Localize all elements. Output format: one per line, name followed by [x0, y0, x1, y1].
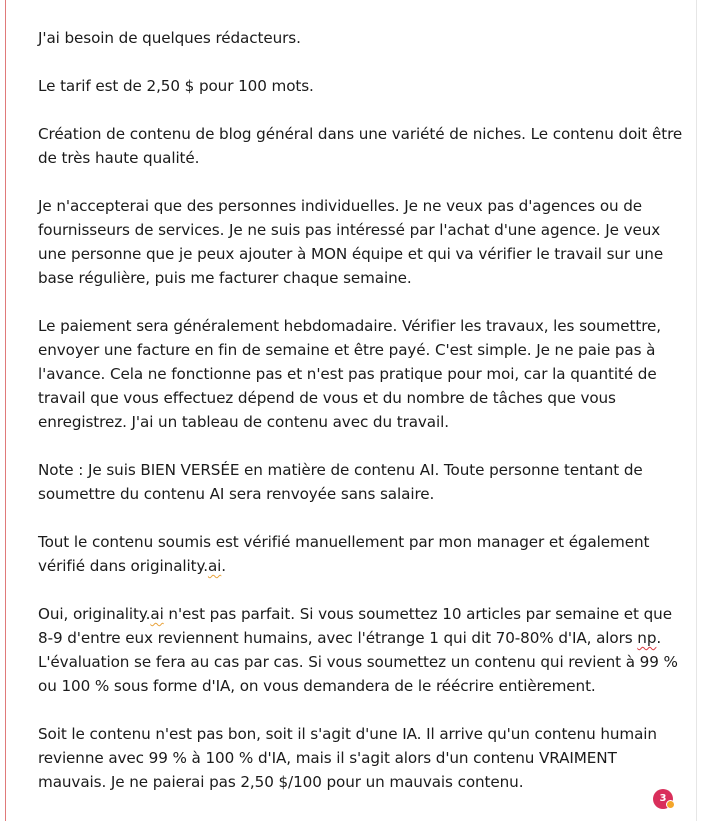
paragraph-8: [38, 602, 688, 698]
paragraph-2: Le tarif est de 2,50 $ pour 100 mots.: [38, 77, 314, 95]
spellcheck-word-np[interactable]: np: [637, 629, 657, 647]
paragraph-8-mid: n'est pas parfait. Si vous soumettez 10 articles par semaine et que 8-9 d'entre eux reviennent humains, avec l'étrange 1 qui dit 70-80% d'IA, alors: [38, 605, 672, 647]
paragraph-8-end: . L'évaluation se fera au cas par cas. Si vous soumettez un contenu qui revient à 99 % ou 100 % sous forme d'IA, on vous demandera de le réécrire entièrement.: [38, 629, 678, 695]
paragraph-4: Je n'accepterai que des personnes individuelles. Je ne veux pas d'agences ou de fournisseurs de services. Je ne suis pas intéressé par l'achat d'une agence. Je veux une personne que je peux ajouter à MON équipe et qui va vérifier le travail sur une base régulière, puis me facturer chaque semaine.: [38, 197, 664, 287]
paragraph-9: Soit le contenu n'est pas bon, soit il s'agit d'une IA. Il arrive qu'un contenu humain revienne avec 99 % à 100 % d'IA, mais il s'agit alors d'un contenu VRAIMENT mauvais. Je ne paierai pas 2,50 $/100 pour un mauvais contenu.: [38, 725, 657, 791]
paragraph-7-text: Tout le contenu soumis est vérifié manuellement par mon manager et également vérifié dans originality.: [38, 533, 650, 575]
spellcheck-word-ai[interactable]: ai: [207, 557, 222, 575]
status-dot-icon: [666, 800, 675, 809]
post-body: [38, 26, 688, 818]
paragraph-1: J'ai besoin de quelques rédacteurs.: [38, 29, 301, 47]
notification-badge[interactable]: [653, 789, 673, 809]
paragraph-3: Création de contenu de blog général dans une variété de niches. Le contenu doit être de très haute qualité.: [38, 125, 683, 167]
notification-count: 3: [659, 793, 667, 804]
paragraph-7-end: .: [221, 557, 226, 575]
paragraph-6: Note : Je suis BIEN VERSÉE en matière de contenu AI. Toute personne tentant de soumettre du contenu AI sera renvoyée sans salaire.: [38, 461, 643, 503]
paragraph-7: [38, 530, 688, 578]
spellcheck-word-ai-2[interactable]: ai: [150, 605, 164, 623]
paragraph-5: Le paiement sera généralement hebdomadaire. Vérifier les travaux, les soumettre, envoyer une facture en fin de semaine et être payé. C'est simple. Je ne paie pas à l'avance. Cela ne fonctionne pas et n'est pas pratique pour moi, car la quantité de travail que vous effectuez dépend de vous et du nombre de tâches que vous enregistrez. J'ai un tableau de contenu avec du travail.: [38, 317, 662, 431]
paragraph-8-start: Oui, originality.: [38, 605, 151, 623]
